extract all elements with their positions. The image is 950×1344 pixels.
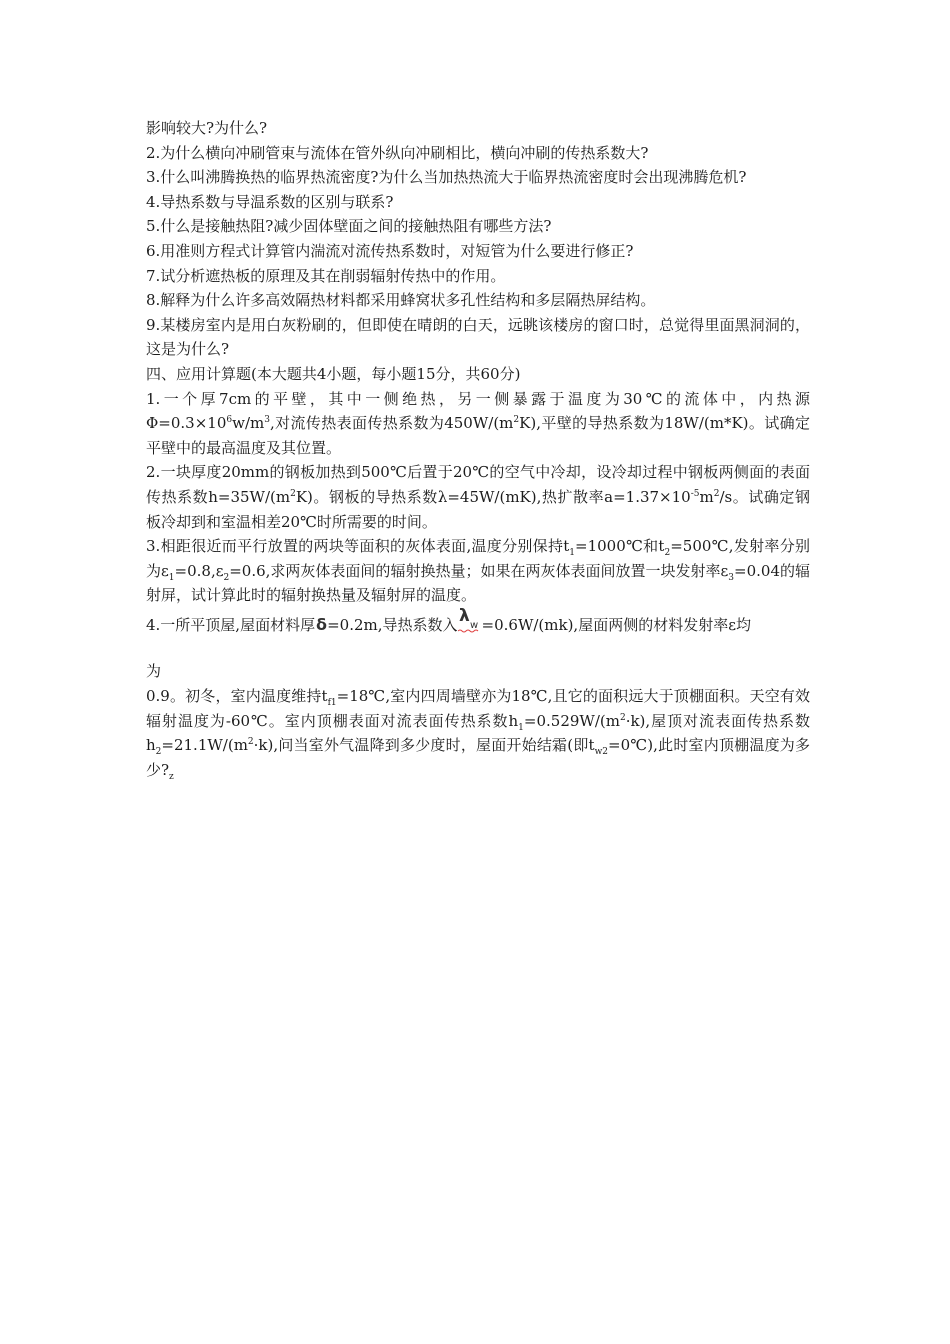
text-run: 1.一个厚7cm的平壁，其中一侧绝热，另一侧暴露于温度为30℃的流体中，内热源Φ=0.3×10 [146,389,810,433]
lambda-symbol-image [458,608,482,642]
subscript: 1 [168,572,175,583]
text-run: =21.1W/(m [161,736,248,755]
superscript: -5 [690,488,700,499]
text-run: =0.6W/(mk),屋面两侧的材料发射率ε均 [481,615,751,634]
text-run: =0.2m,导热系数入 [327,615,458,634]
calc-question-4-body [146,684,810,782]
superscript: 2 [290,488,296,499]
subscript: 2 [155,747,162,758]
text-run: w/m [232,414,265,433]
question-4: 4.导热系数与导温系数的区别与联系? [146,192,394,211]
document-body [146,116,810,782]
text-run: =0.6,求两灰体表面间的辐射换热量；如果在两灰体表面间放置一块发射率ε [229,561,729,580]
subscript: 1 [518,722,524,733]
question-7: 7.试分析遮热板的原理及其在削弱辐射传热中的作用。 [146,266,506,285]
question-9: 9.某楼房室内是用白灰粉刷的，但即使在晴朗的白天，远眺该楼房的窗口时，总觉得里面黑洞洞的，这是为什么? [146,315,810,359]
subscript: z [169,771,174,782]
text-run: K),平壁的导热系数为18W/(m*K)。试确定平壁中的最高温度及其位置。 [146,414,810,457]
superscript: 2 [513,415,520,426]
lambda-glyph: λ [458,607,470,626]
text-run: 2.一块厚度20mm的钢板加热到500℃后置于20℃的空气中冷却，设冷却过程中钢板两侧面的表面传热系数h=35W/(m [146,463,810,506]
subscript: 2 [223,572,230,583]
text-run: =500℃,发射率分别为ε [146,537,810,580]
question-8: 8.解释为什么许多高效隔热材料都采用蜂窝状多孔性结构和多层隔热屏结构。 [146,291,656,310]
superscript: 2 [619,712,626,723]
text-run: /s。试确定钢板冷却到和室温相差20℃时所需要的时间。 [146,487,810,531]
question-3: 3.什么叫沸腾换热的临界热流密度?为什么当加热热流大于临界热流密度时会出现沸腾危机? [146,168,747,187]
text-run: ·k),屋顶对流表面传热系数h [146,711,810,755]
superscript: 6 [226,415,233,426]
superscript: 3 [264,415,270,426]
subscript: w2 [594,747,608,758]
question-continuation: 影响较大?为什么? [146,119,268,137]
subscript: 1 [569,548,576,559]
lambda-subscript: w [469,619,478,631]
superscript: 2 [247,737,254,748]
text-run: ,对流传热表面传热系数为450W/(m [269,414,514,433]
question-5: 5.什么是接触热阻?减少固体壁面之间的接触热阻有哪些方法? [146,217,552,236]
superscript: 2 [713,488,720,499]
calc-question-4-wrap: 为 [146,662,162,681]
text-run: =0.8,ε [174,561,224,580]
text-run: =0.04的辐射屏，试计算此时的辐射换热量及辐射屏的温度。 [146,561,811,605]
text-run: =0.529W/(m [523,711,620,730]
question-6: 6.用准则方程式计算管内湍流对流传热系数时，对短管为什么要进行修正? [146,241,634,260]
text-run: 3.相距很近而平行放置的两块等面积的灰体表面,温度分别保持t [146,537,570,556]
calc-question-2 [146,460,810,534]
calc-question-4-first-line [146,608,810,642]
text-run: m [699,487,714,506]
text-run: =18℃,室内四周墙壁亦为18℃,且它的面积远大于顶棚面积。天空有效辐射温度为-60℃。室内顶棚表面对流表面传热系数h [146,687,811,730]
delta-glyph: δ [316,615,328,634]
calc-question-3 [146,534,810,608]
question-2: 2.为什么横向冲刷管束与流体在管外纵向冲刷相比，横向冲刷的传热系数大? [146,143,649,162]
calc-question-1 [146,387,810,461]
text-run: =0℃),此时室内顶棚温度为多少? [146,736,810,779]
section-heading: 四、应用计算题(本大题共4小题，每小题15分，共60分) [146,364,521,383]
subscript: 3 [728,572,735,583]
subscript: 2 [664,548,671,559]
text-run: ·k),问当室外气温降到多少度时，屋面开始结霜(即t [253,736,595,755]
subscript: f1 [327,698,337,709]
text-run: =1000℃和t [575,537,665,556]
delta-symbol-image [315,616,327,642]
text-run: 4.一所平顶屋,屋面材料厚 [146,615,316,634]
text-run: K)。钢板的导热系数λ=45W/(mK),热扩散率a=1.37×10 [295,487,691,506]
text-run: 0.9。初冬，室内温度维持t [146,687,328,706]
line-gap [146,641,810,659]
